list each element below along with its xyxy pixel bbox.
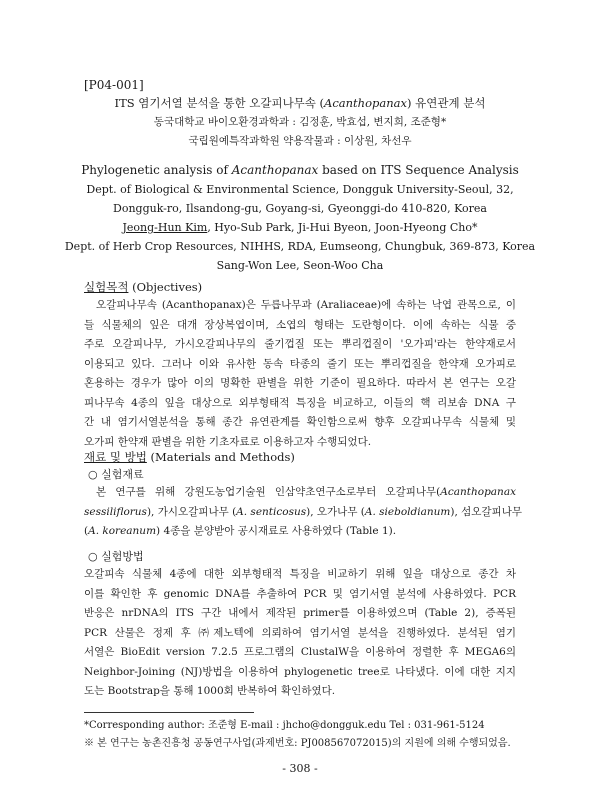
methods-paragraph: 오갈피속 식물체 4종에 대한 외부형태적 특징을 비교하기 위해 잎을 대상으로 종간 차 이를 확인한 후 genomic DNA를 추출하여 PCR 및 염기서열 분석에 사용하였다. PCR 반응은 nrDNA의 ITS 구간 내에서 제작된 primer를 이용하였으며 (Table 2), 증폭된 PCR 산물은 정제 후 ㈜제노텍에 의뢰하여 염기서열 분석을 진행하였다. 분석된 염기 서열은 BioEdit version 7.2.5 프로그램의 ClustalW을 이용하여 정렬한 후 MEGA6의 Neighbor-Joining (NJ)방법을 이용하여 phylogenetic tree로 나타냈다. 이에 대한 지지 도는 Bootstrap을 통해 1000회 반복하여 확인하였다. (84, 568, 516, 697)
objectives-paragraph: 오갈피나무속 (Acanthopanax)은 두릅나무과 (Araliaceae)에 속하는 낙엽 관목으로, 이 들 식물체의 잎은 대개 장상복엽이며, 소엽의 형태는 도란형이다. 이에 속하는 식물 중 주로 오갈피나무, 가시오갈피나무의 줄기껍질 또는 뿌리껍질이 '오가피'라는 한약재로서 이용되고 있다. 그러나 이와 유사한 동속 타종의 줄기 또는 뿌리껍질을 한약재 오가피로 혼용하는 경우가 많아 이의 명확한 판별을 위한 기준이 필요하다. 따라서 본 연구는 오갈 피나무속 4종의 잎을 대상으로 외부형태적 특징을 비교하고, 이들의 핵 리보솜 DNA 구 간 내 염기서열분석을 통해 종간 유연관계를 확인함으로써 향후 오갈피나무속 식물체 및 오가피 한약재 판별을 위한 기초자료로 이용하고자 수행되었다. (84, 299, 516, 448)
page-number: - 308 - (282, 762, 318, 775)
first-author: Jeong-Hun Kim (122, 221, 208, 234)
footnote-divider (84, 712, 254, 713)
english-affiliation-3: Dept. of Herb Crop Resources, NIHHS, RDA, Eumseong, Chungbuk, 369-873, Korea (64, 240, 536, 253)
objectives-heading: 실험목적 (Objectives) (84, 280, 203, 294)
english-affiliation-2: Dongguk-ro, Ilsandong-gu, Goyang-si, Gyeonggi-do 410-820, Korea (113, 202, 487, 215)
english-affiliation-1: Dept. of Biological & Environmental Science, Dongguk University-Seoul, 32, (86, 183, 514, 196)
materials-subheading: ○ 실험재료 (88, 468, 144, 481)
materials-paragraph: 본 연구를 위해 강원도농업기술원 인삼약초연구소로부터 오갈피나무(Acanthopanax sessiliflorus), 가시오갈피나무 (A. senticosus), 오가나무 (A. sieboldianum), 섬오갈피나무 (A. koreanum) 4종을 분양받아 공시재료로 사용하였다 (Table 1). (84, 486, 522, 537)
korean-affiliation-2: 국립원예특작과학원 약용작물과 : 이상원, 차선우 (188, 135, 412, 147)
methods-heading: 재료 및 방법 (Materials and Methods) (84, 450, 295, 464)
poster-code: [P04-001] (84, 78, 144, 92)
corresponding-author-note: *Corresponding author: 조준형 E-mail : jhcho@dongguk.edu Tel : 031-961-5124 (84, 720, 485, 731)
english-authors-1: Jeong-Hun Kim, Hyo-Sub Park, Ji-Hui Byeon, Joon-Hyeong Cho* (122, 221, 478, 234)
korean-affiliation-1: 동국대학교 바이오환경과학과 : 김정훈, 박효섭, 변지희, 조준형* (153, 116, 447, 128)
english-title: Phylogenetic analysis of Acanthopanax based on ITS Sequence Analysis (81, 163, 519, 177)
methods-subheading: ○ 실험방법 (88, 550, 144, 563)
english-authors-2: Sang-Won Lee, Seon-Woo Cha (216, 259, 384, 272)
korean-title: ITS 염기서열 분석을 통한 오갈피나무속 (Acanthopanax) 유연관계 분석 (114, 96, 486, 110)
funding-note: ※ 본 연구는 농촌진흥청 공동연구사업(과제번호: PJ008567072015)의 지원에 의해 수행되었음. (84, 738, 511, 749)
